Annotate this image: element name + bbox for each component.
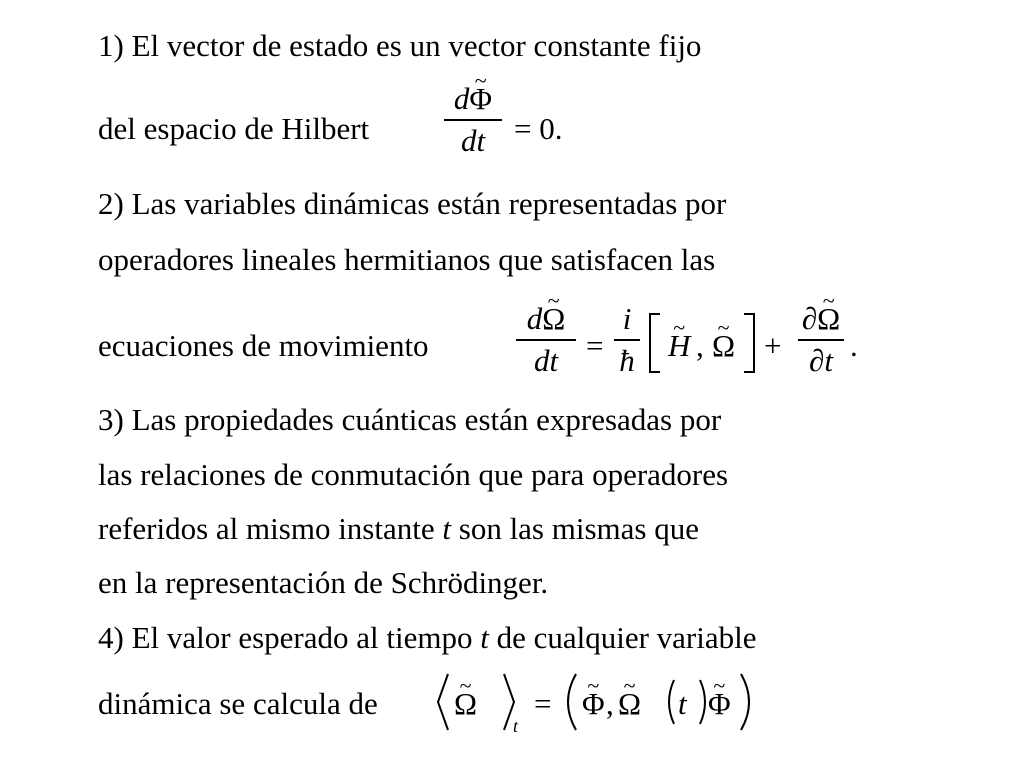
omega-tilde-op: ~ Ω <box>618 686 641 722</box>
fraction-partial <box>798 302 844 378</box>
comma: , <box>606 686 614 721</box>
d-symbol: d <box>453 81 470 116</box>
text-line-10 <box>98 620 757 656</box>
text-line-2: del espacio de Hilbert <box>98 111 370 146</box>
text-line-10b: de cualquier variable <box>496 620 757 655</box>
text-line-8a: referidos al mismo instante <box>98 511 435 546</box>
omega-tilde-term: ~ Ω <box>712 328 735 364</box>
equals-sign: = <box>534 686 552 721</box>
left-bracket <box>646 312 664 374</box>
phi-tilde-left: ~ Φ <box>582 686 605 722</box>
text-line-9: en la representación de Schrödinger. <box>98 565 549 600</box>
i-symbol: i <box>622 301 632 336</box>
dt-symbol: dt <box>460 123 486 158</box>
h-tilde: ~ H <box>668 328 690 364</box>
phi-tilde: ~ Φ <box>469 82 492 116</box>
equals-zero: = 0. <box>514 111 563 146</box>
phi-tilde-right: ~ Φ <box>708 686 731 722</box>
text-line-8 <box>98 511 699 547</box>
t-subscript: t <box>513 716 519 736</box>
period: . <box>850 328 858 363</box>
dt-symbol: dt <box>533 343 559 378</box>
t-symbol: t <box>824 343 833 378</box>
right-paren-big <box>741 674 749 730</box>
fraction-bar <box>798 339 844 341</box>
fraction-bar <box>614 339 640 341</box>
right-bracket <box>740 312 758 374</box>
fraction-bar <box>516 339 576 341</box>
text-line-3: 2) Las variables dinámicas están representadas por <box>98 186 727 221</box>
left-paren-small <box>669 680 674 724</box>
text-line-7: las relaciones de conmutación que para operadores <box>98 457 729 492</box>
equals-sign: = <box>586 328 604 363</box>
expectation-value-equation <box>434 672 854 738</box>
t-symbol: t <box>442 511 451 546</box>
fraction-bar <box>444 119 502 121</box>
text-line-6: 3) Las propiedades cuánticas están expresadas por <box>98 402 722 437</box>
fraction-i-hbar <box>614 302 640 378</box>
text-line-4: operadores lineales hermitianos que satisfacen las <box>98 242 716 277</box>
left-paren-big <box>568 674 576 730</box>
text-line-10a: 4) El valor esperado al tiempo <box>98 620 473 655</box>
hbar-symbol: ħ <box>619 343 635 378</box>
text-line-8b: son las mismas que <box>458 511 699 546</box>
partial-symbol: ∂ <box>801 301 818 336</box>
omega-tilde-expect: ~ Ω <box>454 686 477 722</box>
text-line-5: ecuaciones de movimiento <box>98 328 429 363</box>
t-symbol: t <box>480 620 489 655</box>
t-argument: t <box>678 686 687 721</box>
fraction-dphi-dt <box>444 82 502 158</box>
fraction-domega-dt <box>516 302 576 378</box>
partial-symbol: ∂ <box>809 343 825 378</box>
d-symbol: d <box>526 301 543 336</box>
omega-tilde: ~ Ω <box>542 302 565 336</box>
right-paren-small <box>700 680 705 724</box>
plus-sign: + <box>764 328 782 363</box>
omega-tilde: ~ Ω <box>817 302 840 336</box>
text-line-1: 1) El vector de estado es un vector constante fijo <box>98 28 702 63</box>
comma: , <box>696 328 704 363</box>
left-angle-bracket <box>438 674 448 730</box>
text-line-11: dinámica se calcula de <box>98 686 378 721</box>
